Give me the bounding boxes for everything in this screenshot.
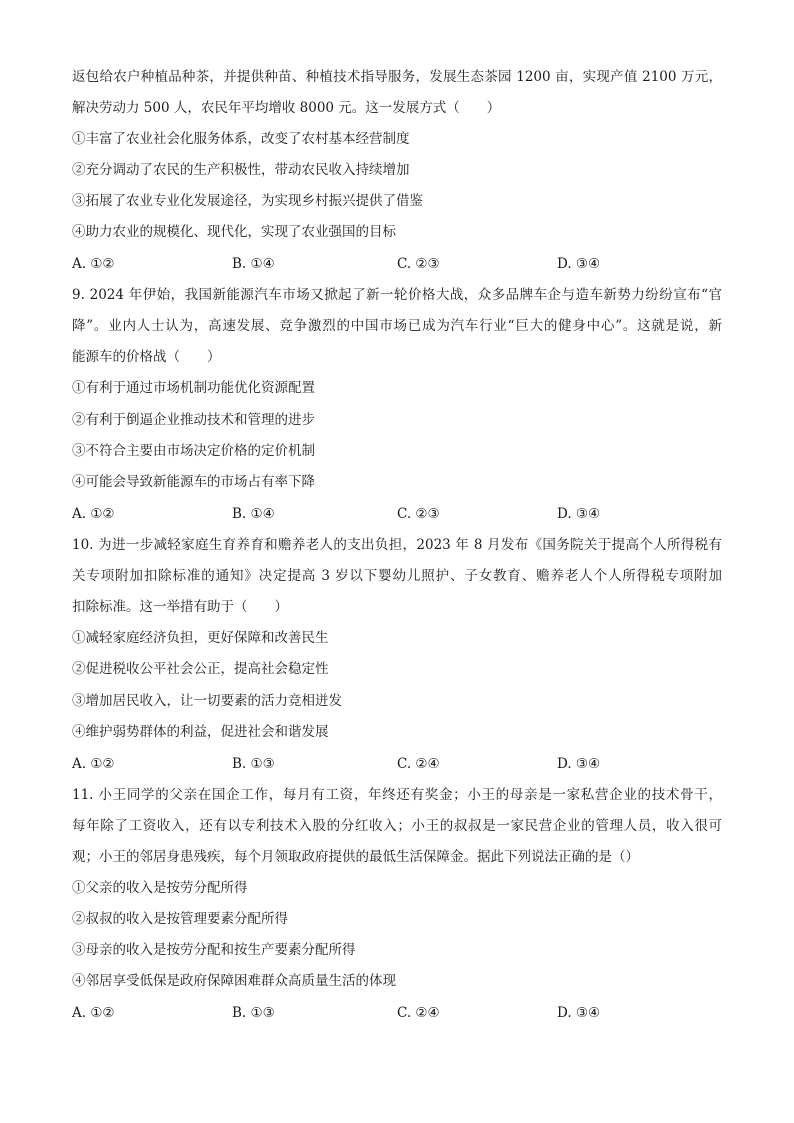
q8-stem-line-1: 返包给农户种植品种茶，并提供种苗、种植技术指导服务，发展生态茶园 1200 亩，实现产值 2100 万元， (72, 69, 722, 85)
q11-statement-4: ④邻居享受低保是政府保障困难群众高质量生活的体现 (72, 973, 396, 989)
q11-statement-3: ③母亲的收入是按劳分配和按生产要素分配所得 (72, 942, 356, 958)
q9-statement-3: ③不符合主要由市场决定价格的定价机制 (72, 443, 315, 459)
q11-stem-line-2: 每年除了工资收入，还有以专利技术入股的分红收入；小王的叔叔是一家民营企业的管理人员，收入很可 (72, 818, 722, 834)
q10-option-d: D. ③④ (557, 756, 601, 772)
q8-option-c: C. ②③ (397, 256, 440, 272)
q9-stem-line-1: 9. 2024 年伊始，我国新能源汽车市场又掀起了新一轮价格大战，众多品牌车企与造车新势力纷纷宣布“官 (72, 287, 722, 303)
q10-option-b: B. ①③ (232, 756, 275, 772)
q9-option-c: C. ②③ (397, 506, 440, 522)
q8-option-b: B. ①④ (232, 256, 275, 272)
q8-option-a: A. ①② (72, 256, 115, 272)
q11-statement-2: ②叔叔的收入是按管理要素分配所得 (72, 911, 288, 927)
q9-statement-2: ②有利于倒逼企业推动技术和管理的进步 (72, 412, 315, 428)
q11-option-a: A. ①② (72, 1005, 115, 1021)
q9-stem-line-2: 降”。业内人士认为，高速发展、竞争激烈的中国市场已成为汽车行业“巨大的健身中心”。这就是说，新 (72, 318, 722, 334)
q10-option-a: A. ①② (72, 756, 115, 772)
q11-stem-line-3: 观；小王的邻居身患残疾，每个月领取政府提供的最低生活保障金。据此下列说法正确的是（） (72, 849, 639, 865)
q11-stem-line-1: 11. 小王同学的父亲在国企工作，每月有工资，年终还有奖金；小王的母亲是一家私营企业的技术骨干， (72, 787, 722, 803)
q11-statement-1: ①父亲的收入是按劳分配所得 (72, 880, 248, 896)
q9-stem-line-3: 能源车的价格战（ ） (72, 349, 221, 365)
q10-stem-line-1: 10. 为进一步减轻家庭生育养育和赡养老人的支出负担，2023 年 8 月发布《国务院关于提高个人所得税有 (72, 537, 722, 553)
q8-stem-line-2: 解决劳动力 500 人，农民年平均增收 8000 元。这一发展方式（ ） (72, 100, 501, 116)
q8-statement-4: ④助力农业的规模化、现代化，实现了农业强国的目标 (72, 224, 396, 240)
q10-option-c: C. ②④ (397, 756, 440, 772)
q10-statement-4: ④维护弱势群体的利益，促进社会和谐发展 (72, 724, 329, 740)
q11-option-c: C. ②④ (397, 1005, 440, 1021)
q9-option-b: B. ①④ (232, 506, 275, 522)
q11-option-b: B. ①③ (232, 1005, 275, 1021)
q9-option-a: A. ①② (72, 506, 115, 522)
q10-statement-3: ③增加居民收入，让一切要素的活力竞相迸发 (72, 693, 342, 709)
q9-statement-1: ①有利于通过市场机制功能优化资源配置 (72, 380, 315, 396)
q8-statement-3: ③拓展了农业专业化发展途径，为实现乡村振兴提供了借鉴 (72, 193, 423, 209)
q10-stem-line-2: 关专项附加扣除标准的通知》决定提高 3 岁以下婴幼儿照护、子女教育、赡养老人个人所得税专项附加 (72, 568, 722, 584)
q8-option-d: D. ③④ (557, 256, 601, 272)
q10-stem-line-3: 扣除标准。这一举措有助于（ ） (72, 599, 288, 615)
q9-statement-4: ④可能会导致新能源车的市场占有率下降 (72, 474, 315, 490)
q10-statement-2: ②促进税收公平社会公正，提高社会稳定性 (72, 661, 329, 677)
q8-statement-2: ②充分调动了农民的生产积极性，带动农民收入持续增加 (72, 162, 410, 178)
q10-statement-1: ①减轻家庭经济负担，更好保障和改善民生 (72, 630, 329, 646)
q8-statement-1: ①丰富了农业社会化服务体系，改变了农村基本经营制度 (72, 131, 410, 147)
q9-option-d: D. ③④ (557, 506, 601, 522)
q11-option-d: D. ③④ (557, 1005, 601, 1021)
